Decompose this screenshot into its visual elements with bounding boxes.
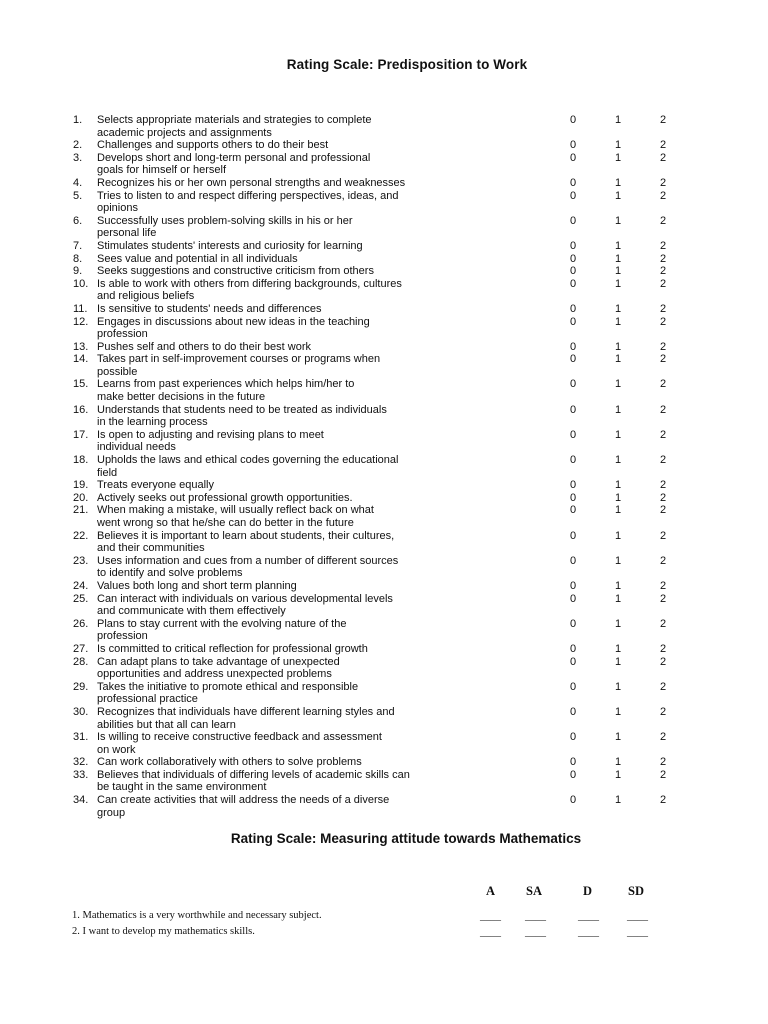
score-option-1[interactable]: 1 — [615, 340, 622, 353]
score-option-1[interactable]: 1 — [615, 214, 622, 227]
score-option-0[interactable]: 0 — [570, 403, 577, 416]
answer-blank-1-d[interactable]: ____ — [578, 911, 599, 922]
score-option-0[interactable]: 0 — [570, 642, 577, 655]
rating-item — [0, 555, 768, 580]
rating-item — [0, 731, 768, 756]
score-option-0[interactable]: 0 — [570, 617, 577, 630]
item-number: 17. — [73, 428, 89, 441]
score-option-2[interactable]: 2 — [660, 592, 667, 605]
answer-blank-1-sd[interactable]: ____ — [627, 911, 648, 922]
score-option-1[interactable]: 1 — [615, 265, 622, 278]
item-text: Recognizes that individuals have different learning styles and abilities but that all can learn — [97, 705, 395, 731]
item-text: When making a mistake, will usually reflect back on what went wrong so that he/she can do better in the future — [97, 504, 374, 529]
score-option-0[interactable]: 0 — [570, 302, 577, 315]
rating-item — [0, 190, 768, 215]
score-option-0[interactable]: 0 — [570, 680, 577, 693]
score-option-2[interactable]: 2 — [660, 617, 667, 630]
item-text: Believes it is important to learn about students, their cultures, and their communities — [97, 529, 395, 555]
item-text: Treats everyone equally — [97, 479, 214, 492]
item-text: Uses information and cues from a number of different sources to identify and solve problems — [97, 554, 399, 580]
item-text: Learns from past experiences which helps him/her to make better decisions in the future — [97, 378, 355, 404]
math-statement-1: 1. Mathematics is a very worthwhile and necessary subject. — [72, 910, 322, 921]
rating-item — [0, 152, 768, 177]
score-option-2[interactable]: 2 — [660, 454, 667, 467]
rating-item — [0, 769, 768, 794]
score-option-2[interactable]: 2 — [660, 504, 667, 517]
item-number: 26. — [73, 617, 89, 630]
item-number: 6. — [73, 214, 83, 227]
item-text: Values both long and short term planning — [97, 579, 297, 592]
score-option-0[interactable]: 0 — [570, 428, 577, 441]
item-text: Stimulates students' interests and curiosity for learning — [97, 239, 363, 252]
answer-blank-2-sa[interactable]: ____ — [525, 927, 546, 938]
score-option-0[interactable]: 0 — [570, 529, 577, 542]
score-option-2[interactable]: 2 — [660, 252, 667, 265]
score-option-2[interactable]: 2 — [660, 378, 667, 391]
rating-item — [0, 139, 768, 152]
score-option-1[interactable]: 1 — [615, 176, 622, 189]
rating-item — [0, 429, 768, 454]
score-option-2[interactable]: 2 — [660, 176, 667, 189]
score-option-0[interactable]: 0 — [570, 655, 577, 668]
score-option-2[interactable]: 2 — [660, 428, 667, 441]
rating-item — [0, 706, 768, 731]
item-text: Is committed to critical reflection for professional growth — [97, 642, 368, 655]
rating-item — [0, 316, 768, 341]
score-option-0[interactable]: 0 — [570, 340, 577, 353]
rating-item — [0, 492, 768, 505]
score-option-0[interactable]: 0 — [570, 252, 577, 265]
score-option-1[interactable]: 1 — [615, 454, 622, 467]
item-text: Takes part in self-improvement courses or programs when possible — [97, 353, 381, 378]
answer-blank-1-a[interactable]: ____ — [480, 911, 501, 922]
score-option-1[interactable]: 1 — [615, 554, 622, 567]
item-text: Is sensitive to students' needs and differences — [97, 302, 322, 315]
score-option-0[interactable]: 0 — [570, 277, 577, 290]
score-option-1[interactable]: 1 — [615, 768, 622, 781]
score-option-1[interactable]: 1 — [615, 151, 622, 164]
score-option-2[interactable]: 2 — [660, 642, 667, 655]
score-option-2[interactable]: 2 — [660, 265, 667, 278]
score-option-1[interactable]: 1 — [615, 491, 622, 504]
score-option-1[interactable]: 1 — [615, 680, 622, 693]
score-option-1[interactable]: 1 — [615, 315, 622, 328]
item-text: Understands that students need to be treated as individuals in the learning process — [97, 403, 387, 429]
score-option-1[interactable]: 1 — [615, 504, 622, 517]
item-text: Takes the initiative to promote ethical and responsible professional practice — [97, 680, 359, 706]
score-option-0[interactable]: 0 — [570, 353, 577, 366]
item-number: 11. — [73, 302, 88, 315]
item-number: 28. — [73, 655, 89, 668]
score-option-0[interactable]: 0 — [570, 768, 577, 781]
item-text: Pushes self and others to do their best work — [97, 340, 312, 353]
item-number: 34. — [73, 794, 89, 807]
rating-item — [0, 177, 768, 190]
item-number: 14. — [73, 353, 89, 366]
score-option-1[interactable]: 1 — [615, 479, 622, 492]
score-option-1[interactable]: 1 — [615, 189, 622, 202]
header-sd: SD — [628, 884, 644, 898]
item-text: Tries to listen to and respect differing perspectives, ideas, and opinions — [97, 189, 399, 215]
item-text: Believes that individuals of differing levels of academic skills can be taught in the same environment — [97, 768, 410, 794]
header-d: D — [583, 884, 593, 898]
rating-item — [0, 794, 768, 819]
rating-item — [0, 454, 768, 479]
score-option-1[interactable]: 1 — [615, 139, 622, 152]
item-text: Engages in discussions about new ideas in the teaching profession — [97, 315, 370, 341]
score-option-1[interactable]: 1 — [615, 353, 622, 366]
item-number: 2. — [73, 139, 83, 152]
item-number: 10. — [73, 277, 89, 290]
score-option-0[interactable]: 0 — [570, 189, 577, 202]
score-option-2[interactable]: 2 — [660, 340, 667, 353]
item-number: 12. — [73, 315, 89, 328]
rating-item — [0, 278, 768, 303]
rating-item — [0, 378, 768, 403]
rating-item — [0, 756, 768, 769]
score-option-0[interactable]: 0 — [570, 315, 577, 328]
score-option-0[interactable]: 0 — [570, 139, 577, 152]
score-option-1[interactable]: 1 — [615, 579, 622, 592]
item-number: 21. — [73, 504, 89, 517]
score-option-0[interactable]: 0 — [570, 176, 577, 189]
score-option-2[interactable]: 2 — [660, 277, 667, 290]
score-option-2[interactable]: 2 — [660, 731, 667, 744]
rating-item — [0, 530, 768, 555]
score-option-2[interactable]: 2 — [660, 302, 667, 315]
item-number: 5. — [73, 189, 83, 202]
item-number: 16. — [73, 403, 89, 416]
item-number: 3. — [73, 151, 83, 164]
item-number: 30. — [73, 705, 89, 718]
score-option-1[interactable]: 1 — [615, 617, 622, 630]
score-option-0[interactable]: 0 — [570, 731, 577, 744]
score-option-1[interactable]: 1 — [615, 252, 622, 265]
score-option-0[interactable]: 0 — [570, 265, 577, 278]
item-text: Can create activities that will address the needs of a diverse group — [97, 794, 390, 819]
item-number: 27. — [73, 642, 89, 655]
rating-item — [0, 479, 768, 492]
header-sa: SA — [526, 884, 542, 898]
score-option-1[interactable]: 1 — [615, 731, 622, 744]
score-option-1[interactable]: 1 — [615, 378, 622, 391]
score-option-2[interactable]: 2 — [660, 239, 667, 252]
score-option-1[interactable]: 1 — [615, 794, 622, 807]
answer-blank-1-sa[interactable]: ____ — [525, 911, 546, 922]
item-text: Successfully uses problem-solving skills in his or her personal life — [97, 214, 353, 240]
rating-item — [0, 341, 768, 354]
score-option-2[interactable]: 2 — [660, 491, 667, 504]
item-text: Challenges and supports others to do their best — [97, 139, 329, 152]
item-text: Can interact with individuals on various developmental levels and communicate with them effectively — [97, 592, 393, 618]
score-option-2[interactable]: 2 — [660, 114, 667, 126]
rating-item — [0, 681, 768, 706]
item-number: 33. — [73, 768, 89, 781]
score-option-0[interactable]: 0 — [570, 454, 577, 467]
score-option-2[interactable]: 2 — [660, 756, 667, 769]
score-option-1[interactable]: 1 — [615, 592, 622, 605]
item-text: Actively seeks out professional growth opportunities. — [97, 491, 353, 504]
score-option-2[interactable]: 2 — [660, 189, 667, 202]
item-number: 19. — [73, 479, 89, 492]
score-option-1[interactable]: 1 — [615, 428, 622, 441]
score-option-2[interactable]: 2 — [660, 151, 667, 164]
score-option-2[interactable]: 2 — [660, 655, 667, 668]
score-option-1[interactable]: 1 — [615, 705, 622, 718]
score-option-0[interactable]: 0 — [570, 579, 577, 592]
item-number: 23. — [73, 554, 89, 567]
item-number: 29. — [73, 680, 89, 693]
score-option-0[interactable]: 0 — [570, 479, 577, 492]
score-option-0[interactable]: 0 — [570, 794, 577, 807]
answer-blank-2-d[interactable]: ____ — [578, 927, 599, 938]
score-option-1[interactable]: 1 — [615, 277, 622, 290]
score-option-0[interactable]: 0 — [570, 592, 577, 605]
score-option-2[interactable]: 2 — [660, 214, 667, 227]
item-text: Develops short and long-term personal and professional goals for himself or herself — [97, 151, 371, 177]
score-option-1[interactable]: 1 — [615, 756, 622, 769]
item-number: 13. — [73, 340, 89, 353]
score-option-1[interactable]: 1 — [615, 655, 622, 668]
score-option-1[interactable]: 1 — [615, 403, 622, 416]
score-option-2[interactable]: 2 — [660, 315, 667, 328]
score-option-0[interactable]: 0 — [570, 705, 577, 718]
score-option-0[interactable]: 0 — [570, 114, 577, 126]
item-number: 1. — [73, 114, 83, 126]
item-number: 32. — [73, 756, 89, 769]
item-text: Sees value and potential in all individuals — [97, 252, 298, 265]
rating-item — [0, 618, 768, 643]
item-number: 15. — [73, 378, 89, 391]
score-option-2[interactable]: 2 — [660, 139, 667, 152]
math-statement-2: 2. I want to develop my mathematics skills. — [72, 926, 255, 937]
item-number: 7. — [73, 239, 83, 252]
score-option-0[interactable]: 0 — [570, 239, 577, 252]
score-option-2[interactable]: 2 — [660, 705, 667, 718]
item-number: 4. — [73, 176, 83, 189]
score-option-2[interactable]: 2 — [660, 529, 667, 542]
rating-item — [0, 593, 768, 618]
item-text: Can adapt plans to take advantage of unexpected opportunities and address unexpected problems — [97, 655, 340, 681]
score-option-1[interactable]: 1 — [615, 239, 622, 252]
item-number: 25. — [73, 592, 89, 605]
score-option-0[interactable]: 0 — [570, 151, 577, 164]
item-text: Plans to stay current with the evolving nature of the profession — [97, 617, 347, 643]
score-option-2[interactable]: 2 — [660, 353, 667, 366]
header-a: A — [486, 884, 496, 898]
item-number: 22. — [73, 529, 89, 542]
score-option-1[interactable]: 1 — [615, 529, 622, 542]
rating-item — [0, 353, 768, 378]
rating-item — [0, 643, 768, 656]
item-text: Seeks suggestions and constructive criticism from others — [97, 265, 374, 278]
item-text: Upholds the laws and ethical codes governing the educational field — [97, 454, 399, 479]
item-text: Is able to work with others from differing backgrounds, cultures and religious beliefs — [97, 277, 402, 303]
score-option-1[interactable]: 1 — [615, 302, 622, 315]
item-text: Selects appropriate materials and strategies to complete academic projects and assignments — [97, 114, 372, 139]
score-option-0[interactable]: 0 — [570, 491, 577, 504]
score-option-2[interactable]: 2 — [660, 479, 667, 492]
item-text: Is open to adjusting and revising plans to meet individual needs — [97, 428, 324, 454]
predisposition-item-list — [0, 114, 768, 819]
score-option-2[interactable]: 2 — [660, 680, 667, 693]
item-text: Is willing to receive constructive feedback and assessment on work — [97, 731, 382, 756]
score-option-0[interactable]: 0 — [570, 504, 577, 517]
page-title: Rating Scale: Predisposition to Work — [286, 57, 528, 72]
answer-blank-2-a[interactable]: ____ — [480, 927, 501, 938]
item-text: Can work collaboratively with others to solve problems — [97, 756, 362, 769]
rating-item — [0, 240, 768, 253]
score-option-2[interactable]: 2 — [660, 794, 667, 807]
rating-item — [0, 404, 768, 429]
score-option-0[interactable]: 0 — [570, 214, 577, 227]
math-section-title: Rating Scale: Measuring attitude towards Mathematics — [230, 831, 582, 846]
score-option-0[interactable]: 0 — [570, 756, 577, 769]
item-number: 31. — [73, 731, 89, 744]
rating-item — [0, 265, 768, 278]
item-number: 8. — [73, 252, 83, 265]
answer-blank-2-sd[interactable]: ____ — [627, 927, 648, 938]
item-number: 24. — [73, 579, 89, 592]
score-option-2[interactable]: 2 — [660, 554, 667, 567]
score-option-2[interactable]: 2 — [660, 403, 667, 416]
rating-item — [0, 253, 768, 266]
rating-item — [0, 656, 768, 681]
score-option-1[interactable]: 1 — [615, 642, 622, 655]
item-number: 9. — [73, 265, 83, 278]
rating-item — [0, 303, 768, 316]
score-option-0[interactable]: 0 — [570, 554, 577, 567]
item-text: Recognizes his or her own personal strengths and weaknesses — [97, 176, 406, 189]
item-number: 20. — [73, 491, 89, 504]
rating-item — [0, 504, 768, 529]
score-option-2[interactable]: 2 — [660, 579, 667, 592]
score-option-2[interactable]: 2 — [660, 768, 667, 781]
score-option-1[interactable]: 1 — [615, 114, 622, 126]
rating-item — [0, 580, 768, 593]
item-number: 18. — [73, 454, 89, 467]
rating-item — [0, 114, 768, 139]
rating-item — [0, 215, 768, 240]
score-option-0[interactable]: 0 — [570, 378, 577, 391]
